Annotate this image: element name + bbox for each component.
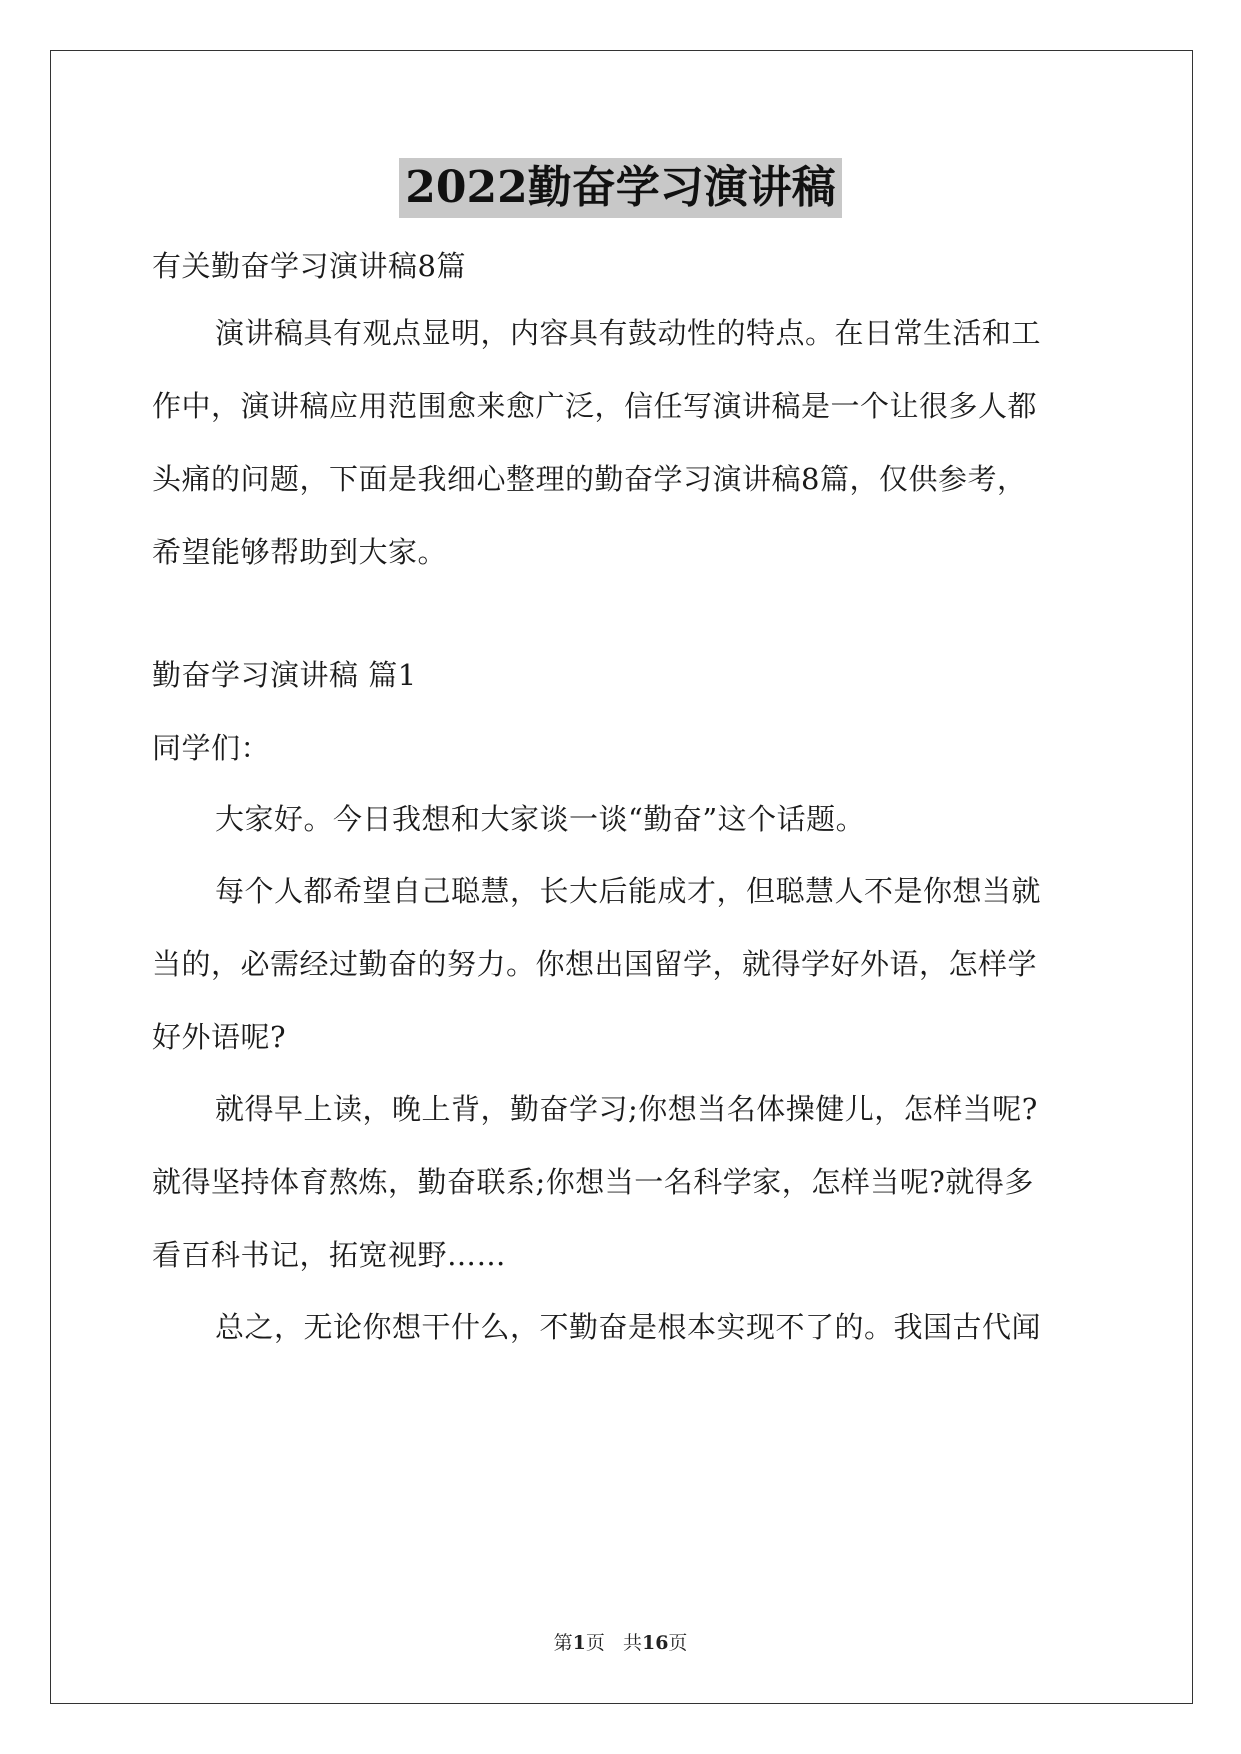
paragraph-line: 作中，演讲稿应用范围愈来愈广泛，信任写演讲稿是一个让很多人都 (152, 389, 1038, 423)
total-prefix: 共 (622, 1632, 642, 1654)
document-subtitle: 有关勤奋学习演讲稿8篇 (152, 249, 466, 283)
paragraph-line: 每个人都希望自己聪慧，长大后能成才，但聪慧人不是你想当就 (215, 874, 1042, 908)
paragraph-line: 就得坚持体育熬炼，勤奋联系;你想当一名科学家，怎样当呢?就得多 (152, 1165, 1034, 1199)
paragraph-line: 头痛的问题，下面是我细心整理的勤奋学习演讲稿8篇，仅供参考， (152, 462, 1027, 496)
page-suffix: 页 (585, 1632, 605, 1654)
title-container (0, 158, 1241, 218)
document-title: 2022勤奋学习演讲稿 (399, 158, 841, 218)
paragraph-line: 就得早上读，晚上背，勤奋学习;你想当名体操健儿，怎样当呢? (215, 1092, 1038, 1126)
paragraph-line: 大家好。今日我想和大家谈一谈“勤奋”这个话题。 (215, 802, 866, 836)
page-footer (0, 1630, 1241, 1656)
paragraph-line: 希望能够帮助到大家。 (152, 535, 448, 569)
paragraph-line: 总之，无论你想干什么，不勤奋是根本实现不了的。我国古代闻 (215, 1310, 1042, 1344)
total-suffix: 页 (668, 1632, 688, 1654)
section-heading: 勤奋学习演讲稿 篇1 (152, 658, 417, 692)
paragraph-line: 看百科书记，拓宽视野…… (152, 1238, 507, 1272)
page-prefix: 第 (553, 1632, 573, 1654)
total-pages: 16 (641, 1632, 669, 1654)
page-number: 1 (572, 1632, 586, 1654)
salutation: 同学们： (152, 731, 271, 765)
paragraph-line: 演讲稿具有观点显明，内容具有鼓动性的特点。在日常生活和工 (215, 316, 1042, 350)
paragraph-line: 好外语呢? (152, 1020, 287, 1054)
paragraph-line: 当的，必需经过勤奋的努力。你想出国留学，就得学好外语，怎样学 (152, 947, 1038, 981)
